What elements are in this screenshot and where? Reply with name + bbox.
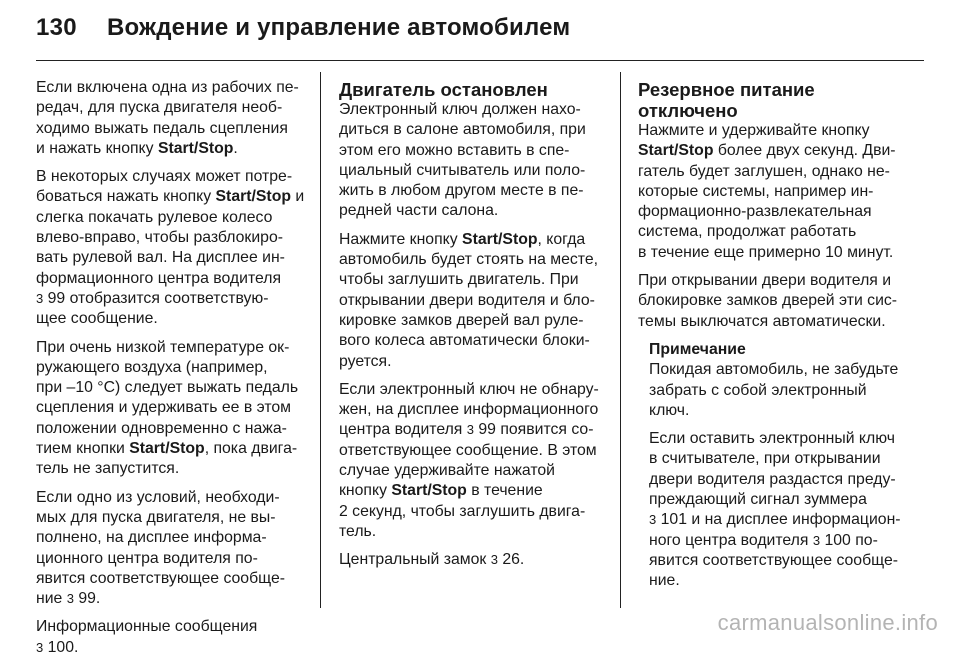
note-paragraph: Если оставить электронный ключ в считывателе, при открывании двери водителя раздастся преду- преждающий сигнал зуммера 3 101 и на дисплее информацион- ного центра водителя 3 100 по- явится соответствующее сообще- ние. — [649, 430, 901, 590]
button-name: Start/Stop — [215, 188, 291, 206]
paragraph: Если электронный ключ не обнару- жен, на дисплее информационного центра водителя 3 99 появится со- ответствующее сообщение. В этом случае удерживайте нажатой кнопку Start/Stop в течение 2 секунд, чтобы заглушить двига- тель. — [339, 380, 599, 540]
paragraph: Нажмите и удерживайте кнопку Start/Stop более двух секунд. Дви- гатель будет заглушен, однако не- которые системы, например ин- формационно-развлекательная система, продолжат работать в течение еще примерно 10 минут. — [638, 122, 896, 261]
cross-reference-arrow-icon[interactable]: 3 — [66, 591, 74, 607]
cross-reference-arrow-icon[interactable]: 3 — [812, 532, 821, 548]
paragraph: При очень низкой температуре ок- ружающего воздуха (например, при –10 °C) следует выжать педаль сцепления и удерживать ее в этом положении одновременно с нажа- тием кнопки Start/Stop, пока двига- тель не запустится. — [36, 338, 299, 478]
cross-reference-arrow-icon[interactable]: 3 — [36, 290, 44, 306]
column-left — [36, 78, 308, 666]
note-paragraph: Покидая автомобиль, не забудьте забрать с собой электронный ключ. — [649, 361, 899, 419]
cross-reference-arrow-icon[interactable]: 3 — [36, 639, 44, 655]
button-name: Start/Stop — [638, 142, 714, 160]
cross-reference-arrow-icon[interactable]: 3 — [466, 422, 474, 438]
button-name: Start/Stop — [462, 230, 538, 248]
paragraph: В некоторых случаях может потре- боваться нажать кнопку Start/Stop и слегка покачать рулевое колесо влево-вправо, чтобы разблокиро- вать рулевой вал. На дисплее ин- формационного центра водителя 3 99 отобразится соответствую- щее сообщение. — [36, 168, 305, 328]
cross-reference-arrow-icon[interactable]: 3 — [490, 552, 498, 568]
note-title: Примечание — [649, 340, 746, 358]
header-rule — [36, 60, 924, 61]
paragraph: Нажмите кнопку Start/Stop, когда автомобиль будет стоять на месте, чтобы заглушить двигатель. При открывании двери водителя и бло- кировке замков дверей вал руле- вого колеса автоматически блоки- руется. — [339, 230, 599, 370]
column-divider — [320, 72, 321, 608]
page-number: 130 — [36, 14, 77, 41]
watermark: carmanualsonline.info — [717, 610, 938, 635]
button-name: Start/Stop — [391, 482, 467, 500]
chapter-title: Вождение и управление автомобилем — [106, 14, 571, 41]
paragraph: Если включена одна из рабочих пе- редач, для пуска двигателя необ- ходимо выжать педаль сцепления и нажать кнопку Start/Stop. — [36, 79, 299, 157]
cross-reference-arrow-icon[interactable]: 3 — [649, 512, 657, 528]
column-divider — [620, 72, 621, 608]
page-header — [36, 8, 570, 48]
column-right — [638, 78, 924, 600]
paragraph: Электронный ключ должен нахо- диться в салоне автомобиля, при этом его можно вставить в спе- циальный считыватель или поло- жить в любом другом месте в пе- редней части салона. — [339, 101, 586, 220]
button-name: Start/Stop — [129, 440, 205, 458]
paragraph: При открывании двери водителя и блокировке замков дверей эти сис- темы выключатся автоматически. — [638, 272, 898, 330]
paragraph: Информационные сообщения 3 100. — [36, 618, 258, 656]
button-name: Start/Stop — [157, 139, 234, 157]
paragraph: Центральный замок 3 26. — [339, 551, 525, 569]
paragraph: Если одно из условий, необходи- мых для пуска двигателя, не вы- полнено, на дисплее информа- ционного центра водителя по- явится соответствующее сообще- ние 3 99. — [36, 488, 286, 608]
column-middle — [339, 78, 611, 579]
section-heading: Двигатель остановлен — [339, 79, 548, 100]
note-box — [649, 340, 924, 592]
section-heading: Резервное питание отключено — [638, 79, 815, 121]
